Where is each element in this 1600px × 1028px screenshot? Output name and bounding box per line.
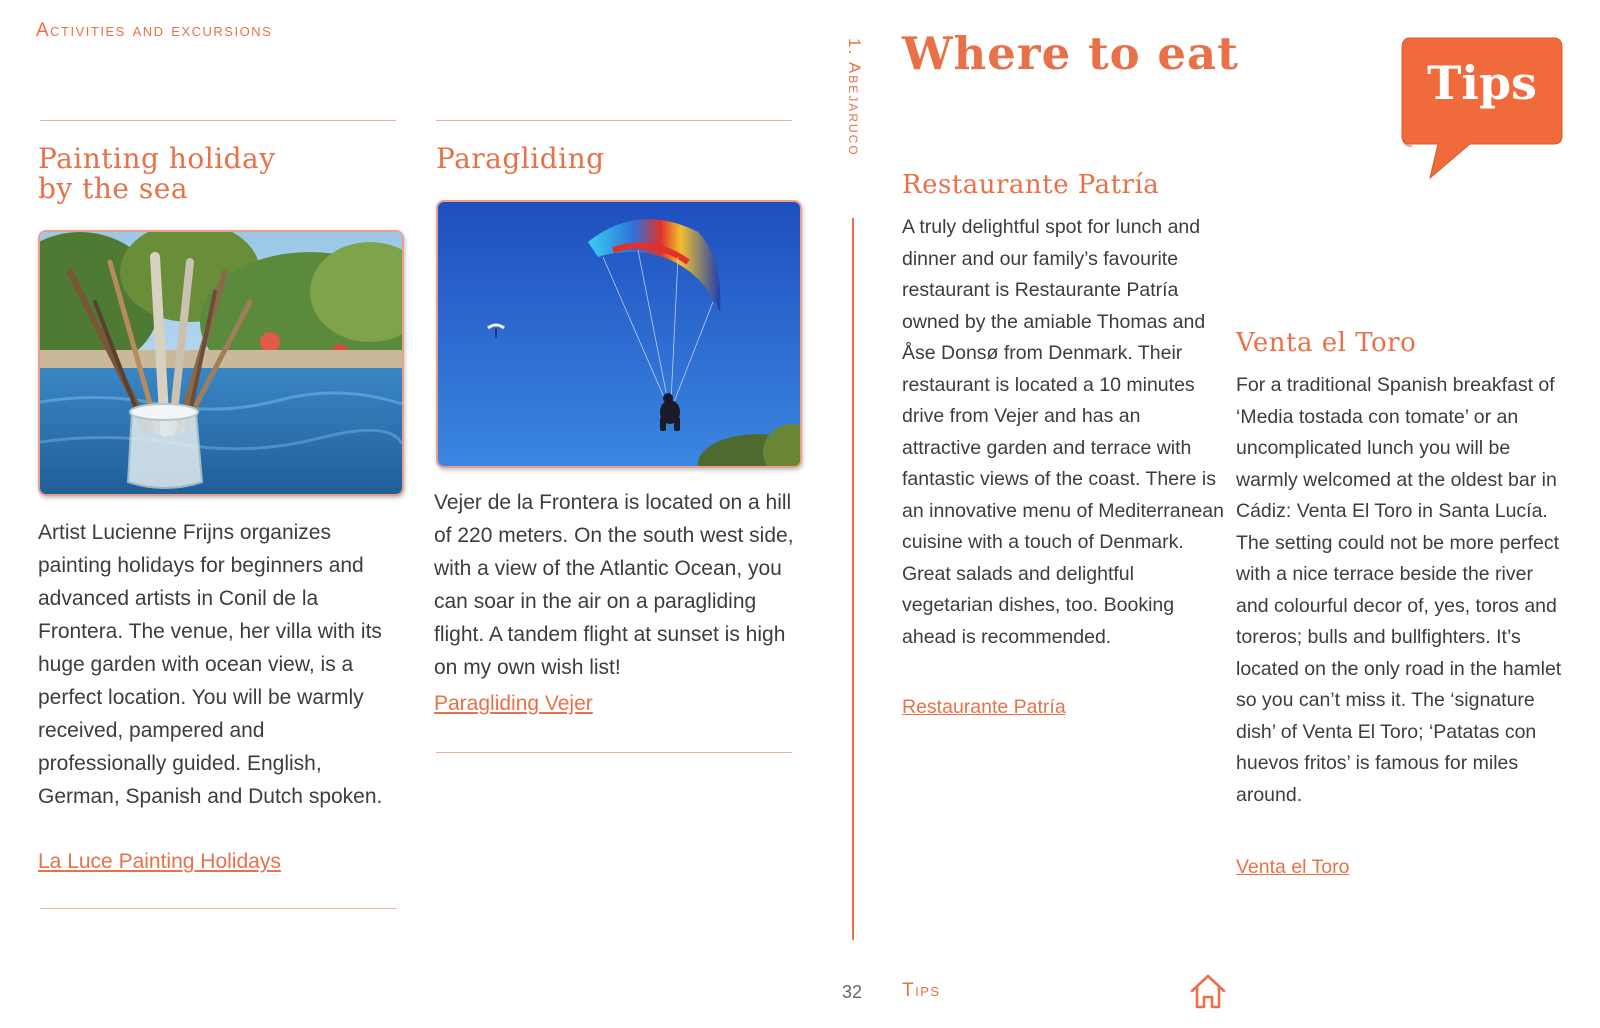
title-line-2: by the sea xyxy=(38,172,189,205)
paragliding-vejer-link[interactable]: Paragliding Vejer xyxy=(434,692,593,715)
la-luce-link[interactable]: La Luce Painting Holidays xyxy=(38,850,281,873)
restaurante-patria-body: A truly delightful spot for lunch and dinner and our family’s favourite restaurant is Restaurante Patría owned by the amiable Thomas and Åse Donsø from Denmark. Their restaurant is located a 10 minutes drive from Vejer and has an attractive garden and terrace with fantastic views of the coast. There is an innovative menu of Mediterranean cuisine with a touch of Denmark. Great salads and delightful vegetarian dishes, too. Booking ahead is recommended. xyxy=(902,216,1224,648)
spine-divider xyxy=(852,218,854,940)
paragliding-body: Vejer de la Frontera is located on a hill of 220 meters. On the south west side, with a view of the Atlantic Ocean, you can soar in the air on a paragliding flight. A tandem flight at sunset is high on my own wish list! xyxy=(434,491,794,679)
rule-top-col1 xyxy=(40,120,396,121)
painting-holiday-title xyxy=(38,144,276,204)
painting-photo xyxy=(38,230,404,496)
page-number: 32 xyxy=(842,982,863,1002)
venta-el-toro-body: For a traditional Spanish breakfast of ‘Media tostada con tomate’ or an uncomplicated lunch you will be warmly welcomed at the oldest bar in Cádiz: Venta El Toro in Santa Lucía. The setting could not be more perfect with a nice terrace beside the river and colourful decor of, yes, toros and toreros; bulls and bullfighters. It’s located on the only road in the hamlet so you can’t miss it. The ‘signature dish’ of Venta El Toro; ‘Patatas con huevos fritos’ is famous for miles around. xyxy=(1236,374,1562,806)
rule-bottom-col1 xyxy=(40,908,396,909)
rule-bottom-col2 xyxy=(436,752,792,753)
home-icon xyxy=(1188,972,1228,1010)
footer-section-label: Tips xyxy=(902,980,941,1001)
vertical-chapter-label: 1. Abejaruco xyxy=(845,38,864,157)
running-header: Activities and excursions xyxy=(36,20,273,41)
page-title: Where to eat xyxy=(902,27,1239,80)
venta-el-toro-link[interactable]: Venta el Toro xyxy=(1236,856,1350,878)
painting-body: Artist Lucienne Frijns organizes painting holidays for beginners and advanced artists in Conil de la Frontera. The venue, her villa with its huge garden with ocean view, is a perfect location. You will be warmly received, pampered and professionally guided. English, German, Spanish and Dutch spoken. xyxy=(38,521,383,808)
tips-badge-label: Tips xyxy=(1427,56,1537,110)
restaurante-patria-title: Restaurante Patría xyxy=(902,170,1160,200)
paraglider-image xyxy=(438,202,800,466)
restaurante-patria-link[interactable]: Restaurante Patría xyxy=(902,696,1066,718)
paragliding-title: Paragliding xyxy=(436,142,605,175)
paragliding-photo xyxy=(436,200,802,468)
rule-top-col2 xyxy=(436,120,792,121)
tips-badge xyxy=(1400,36,1564,182)
title-line-1: Painting holiday xyxy=(38,142,276,175)
venta-el-toro-title: Venta el Toro xyxy=(1236,328,1417,358)
paint-brushes-image xyxy=(40,232,402,494)
home-button[interactable] xyxy=(1188,972,1228,1010)
